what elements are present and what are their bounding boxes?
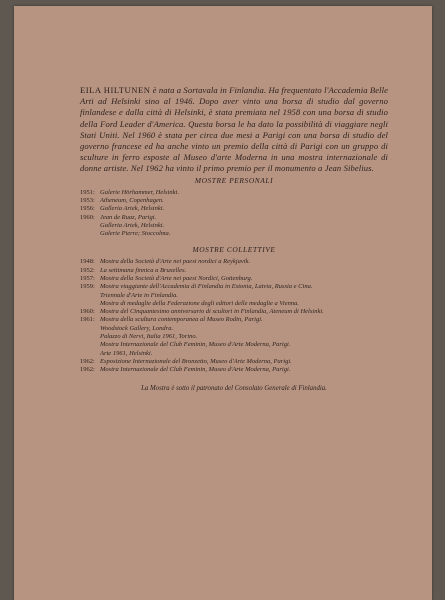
exhibition-venues [100,189,388,197]
exhibition-venue-line: Jean de Ruaz, Parigi. [100,213,157,221]
exhibition-year: 1953: [80,196,95,204]
exhibition-year: 1962: [80,366,95,374]
exhibition-venue-line: Galleria Artek, Helsinki. [100,205,165,213]
exhibition-entry [80,214,388,239]
exhibition-venue-line: La settimana finnica a Bruxelles. [100,266,187,274]
exhibition-year: 1951: [80,188,95,196]
exhibition-venue-line: Mostra Internazionale del Club Feminin, Museo d'Arte Moderna, Parigi. [100,341,291,349]
exhibition-venue-line: Mostra viaggiante dell'Accademia di Finlandia in Estonia, Latvia, Russia e Cina. [100,283,313,291]
exhibition-entry [80,308,388,316]
exhibition-venues [100,258,388,266]
exhibition-entry [80,258,388,266]
exhibition-venues [100,316,388,357]
exhibition-venues [100,366,388,374]
patronage-note: La Mostra è sotto il patronato del Consolato Generale di Finlandia. [141,384,327,392]
exhibition-year: 1962: [80,357,95,365]
page-text [80,85,388,393]
exhibition-venue-line: Atheneum, Copenhagen. [100,196,164,204]
exhibition-venue-line: Palazzo di Nervi, Italia 1961, Torino. [100,333,198,341]
exhibition-year: 1948: [80,258,95,266]
exhibition-entry [80,316,388,357]
exhibition-venues [100,267,388,275]
exhibition-venue-line: Mostra del Cinquantesimo anniversario di scultori in Finlandia, Ateneum di Helsinki. [100,308,324,316]
exhibition-venue-line: Mostra della scultura contemporanea al Museo Rodin, Parigi. [100,316,263,324]
exhibition-venues [100,205,388,213]
biography-paragraph [80,85,388,175]
exhibition-venues [100,283,388,308]
exhibition-entry [80,189,388,197]
exhibition-entry [80,205,388,213]
exhibition-year: 1959: [80,283,95,291]
group-exhibitions-list [80,258,388,374]
exhibition-venue-line: Mostra Internazionale del Club Feminin, Museo d'Arte Moderna, Parigi. [100,366,291,374]
exhibition-venue-line: Galerie Hörhammer, Helsinki. [100,188,179,196]
exhibition-venue-line: Mostra della Società d'Arte nei paesi Nordici, Gottenburg. [100,275,253,282]
exhibition-entry [80,275,388,283]
exhibition-venue-line: Galleria Artek, Helsinki. [100,221,165,229]
exhibition-entry [80,358,388,366]
exhibition-entry [80,283,388,308]
exhibition-venue-line: Esposizione Internazionale del Bronzetto, Museo d'Arte Moderna, Parigi. [100,357,292,365]
artist-name: EILA HILTUNEN [80,85,151,95]
exhibition-venue-line: Mostra di medaglie della Federazione degli editori delle medaglie a Vienna. [100,299,299,307]
group-exhibitions-heading: MOSTRE COLLETTIVE [192,245,276,255]
exhibition-venue-line: Woodstock Gallery, Londra. [100,324,174,332]
solo-exhibitions-list [80,189,388,239]
exhibition-venue-line: Triennale d'Arte in Finlandia. [100,291,178,299]
exhibition-year: 1961: [80,316,95,324]
exhibition-year: 1956: [80,205,95,213]
exhibition-venues [100,358,388,366]
exhibition-venues [100,308,388,316]
exhibition-year: 1960: [80,213,95,221]
exhibition-entry [80,366,388,374]
exhibition-year: 1957: [80,275,95,282]
exhibition-venues [100,197,388,205]
biography-text: è nata a Sortavala in Finlandia. Ha frequentato l'Accademia Belle Arti ad Helsinki sino al 1946. Dopo aver vinto una borsa di studio dal governo finlandese e dalla città di Helsinki, è stata premiata nel 1958 con una borsa di studio della Ford Leader d'America. Questa borsa le ha dato la possibilità di viaggiare negli Stati Uniti. Nel 1960 è stata per circa due mesi a Parigi con una borsa di studio del governo francese ed ha anche vinto un premio della città di Parigi con un gruppo di sculture in ferro esposte al Museo d'arte Moderna in una mostra internazionale di donne artiste. Nel 1962 ha vinto il primo premio per il monumento a Jean Sibelius. [80,85,389,174]
exhibition-venue-line: Arte 1961, Helsinki. [100,349,153,357]
exhibition-venue-line: Galerie Pierre; Stoccolma. [100,230,171,238]
exhibition-venue-line: Mostra della Società d'Arte nei paesi nordici a Reykjavik. [100,258,251,266]
exhibition-entry [80,267,388,275]
exhibition-year: 1960: [80,308,95,316]
exhibition-year: 1952: [80,266,95,274]
solo-exhibitions-heading: MOSTRE PERSONALI [194,175,274,185]
exhibition-entry [80,197,388,205]
document-page [14,6,432,600]
exhibition-venues [100,214,388,239]
exhibition-venues [100,275,388,283]
